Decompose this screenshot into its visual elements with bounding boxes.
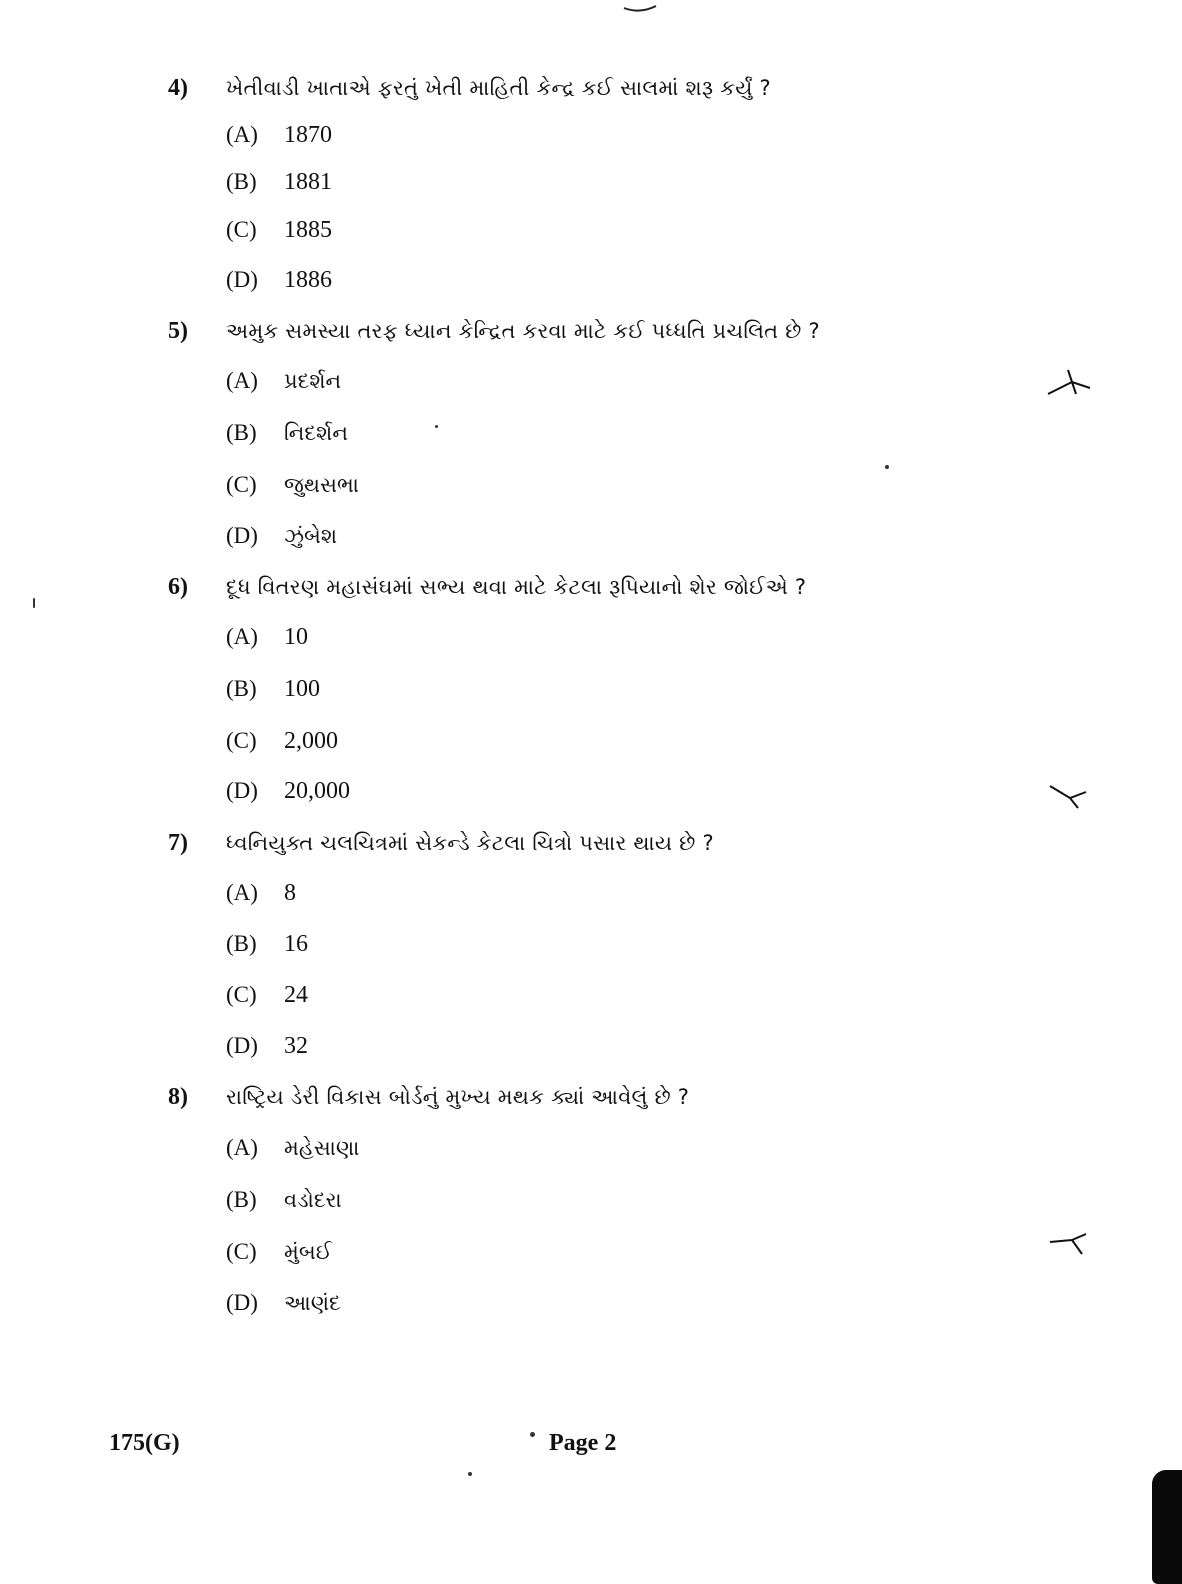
- option-text: 8: [284, 880, 296, 906]
- option-text: 1870: [284, 122, 332, 148]
- option-text: 20,000: [284, 778, 350, 804]
- scan-speck: [33, 598, 35, 608]
- option-text: 32: [284, 1033, 308, 1059]
- option-text: મહેસાણા: [284, 1136, 360, 1160]
- option-text: નિદર્શન: [284, 421, 348, 445]
- option-a: [226, 366, 341, 396]
- option-text: 16: [284, 931, 308, 957]
- question-text: દૂધ વિતરણ મહાસંઘમાં સભ્ય થવા માટે કેટલા રૂપિયાનો શેર જોઈએ ?: [226, 575, 807, 599]
- option-label: (C): [226, 982, 257, 1007]
- scan-speck: [885, 465, 889, 469]
- option-label: (B): [226, 931, 257, 956]
- question-number: 8): [168, 1084, 188, 1110]
- scan-speck: [468, 1472, 472, 1476]
- option-c: [226, 980, 308, 1010]
- option-text: જુથસભા: [284, 473, 359, 497]
- option-b: [226, 167, 332, 197]
- option-text: વડોદરા: [284, 1188, 342, 1212]
- option-a: [226, 622, 308, 652]
- question-text: ખેતીવાડી ખાતાએ ફરતું ખેતી માહિતી કેન્દ્ર કઈ સાલમાં શરૂ કર્યું ?: [226, 76, 771, 100]
- scan-mark-icon: [1048, 782, 1090, 812]
- scan-mark-icon: [1046, 366, 1092, 398]
- scan-speck: [530, 1432, 535, 1437]
- option-c: [226, 726, 338, 756]
- option-a: [226, 1133, 359, 1163]
- paper-code: 175(G): [109, 1430, 180, 1456]
- question-number: 7): [168, 830, 188, 856]
- option-label: (B): [226, 169, 257, 194]
- scan-mark-icon: [620, 2, 660, 14]
- question-text: અમુક સમસ્યા તરફ ધ્યાન કેન્દ્રિત કરવા માટે કઈ પધ્ધતિ પ્રચલિત છે ?: [226, 319, 820, 343]
- option-text: 1885: [284, 217, 332, 243]
- option-label: (B): [226, 676, 257, 701]
- question-number: 6): [168, 574, 188, 600]
- question-number: 4): [168, 75, 188, 101]
- option-c: [226, 470, 359, 500]
- option-c: [226, 1237, 332, 1267]
- option-label: (A): [226, 880, 258, 905]
- option-label: (B): [226, 420, 257, 445]
- option-label: (D): [226, 1033, 258, 1058]
- option-text: 2,000: [284, 728, 338, 754]
- scan-mark-icon: [1048, 1230, 1090, 1258]
- option-d: [226, 265, 332, 295]
- scan-speck: [435, 425, 438, 428]
- option-label: (D): [226, 778, 258, 803]
- question-text: ધ્વનિયુક્ત ચલચિત્રમાં સેકન્ડે કેટલા ચિત્રો પસાર થાય છે ?: [226, 831, 714, 855]
- page-number: Page 2: [549, 1430, 617, 1456]
- option-b: [226, 929, 308, 959]
- scan-edge-shadow: [1152, 1470, 1182, 1584]
- option-label: (A): [226, 1135, 258, 1160]
- option-label: (C): [226, 1239, 257, 1264]
- option-a: [226, 120, 332, 150]
- option-text: 1881: [284, 169, 332, 195]
- option-text: ઝુંબેશ: [284, 524, 338, 548]
- option-b: [226, 1185, 342, 1215]
- option-label: (A): [226, 624, 258, 649]
- question-text: રાષ્ટ્રિય ડેરી વિકાસ બોર્ડનું મુખ્ય મથક ક્યાં આવેલું છે ?: [226, 1085, 690, 1109]
- option-c: [226, 215, 332, 245]
- option-text: આણંદ: [284, 1291, 341, 1315]
- option-label: (C): [226, 728, 257, 753]
- option-d: [226, 776, 350, 806]
- option-label: (C): [226, 472, 257, 497]
- option-d: [226, 1031, 308, 1061]
- option-text: 1886: [284, 267, 332, 293]
- option-d: [226, 1288, 341, 1318]
- option-text: 100: [284, 676, 320, 702]
- option-text: 24: [284, 982, 308, 1008]
- option-label: (A): [226, 368, 258, 393]
- option-label: (A): [226, 122, 258, 147]
- option-label: (D): [226, 1290, 258, 1315]
- option-b: [226, 418, 348, 448]
- option-text: 10: [284, 624, 308, 650]
- option-label: (D): [226, 523, 258, 548]
- option-label: (B): [226, 1187, 257, 1212]
- option-text: પ્રદર્શન: [284, 369, 342, 393]
- option-label: (D): [226, 267, 258, 292]
- option-a: [226, 878, 296, 908]
- option-b: [226, 674, 320, 704]
- option-text: મુંબઈ: [284, 1240, 332, 1264]
- question-number: 5): [168, 318, 188, 344]
- option-label: (C): [226, 217, 257, 242]
- option-d: [226, 521, 337, 551]
